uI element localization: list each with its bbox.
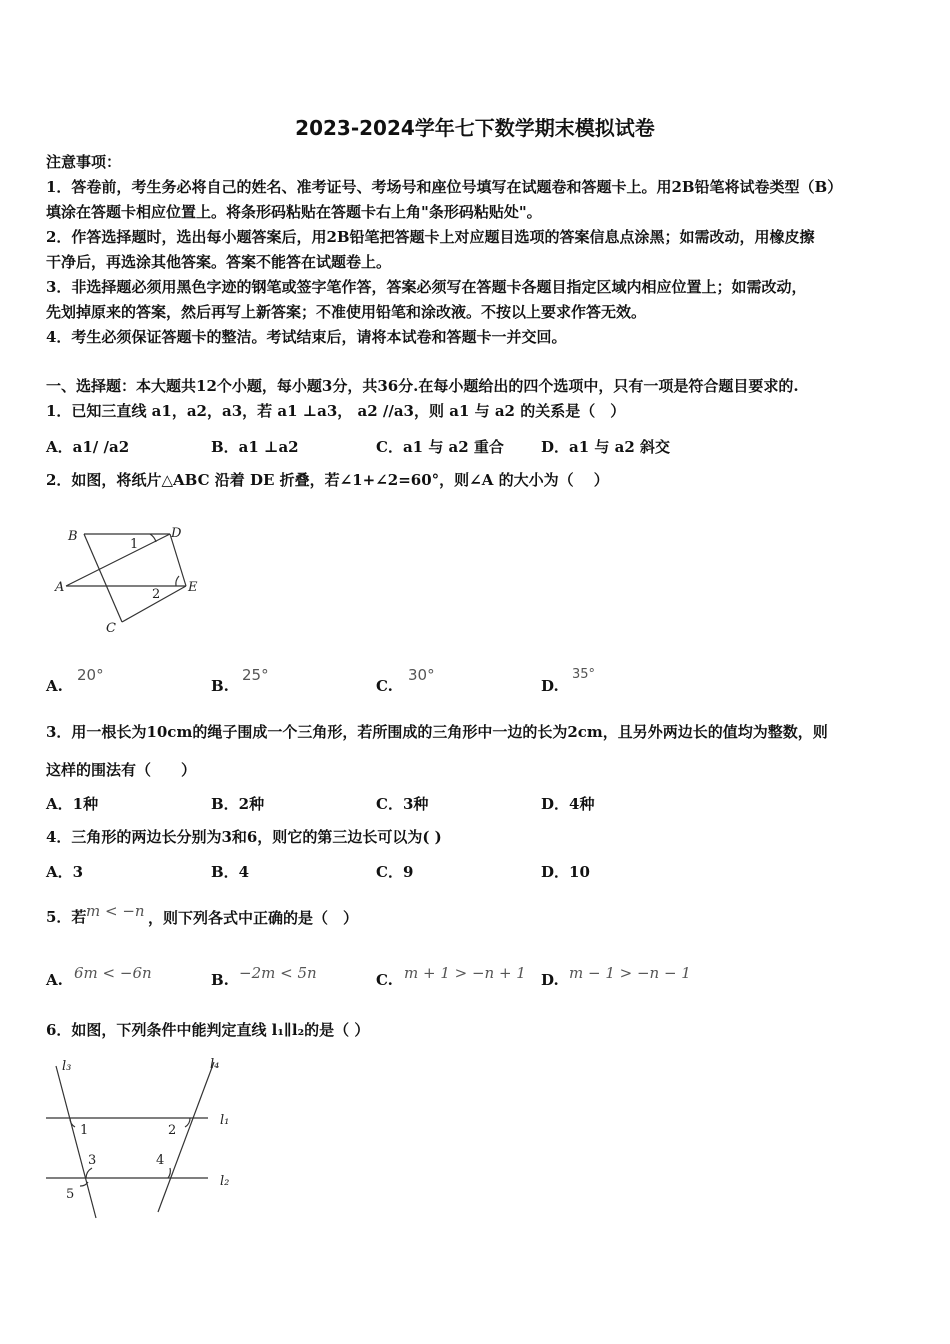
notice-line: 3．非选择题必须用黑色字迹的钢笔或签字笔作答，答案必须写在答题卡各题目指定区域内相应位置上；如需改动， [46, 278, 807, 296]
question-4-stem: 4．三角形的两边长分别为3和6，则它的第三边长可以为( ) [46, 828, 442, 846]
notice-line: 4．考生必须保证答题卡的整洁。考试结束后，请将本试卷和答题卡一并交回。 [46, 328, 567, 346]
q5-option-a-value: 6m < −6n [74, 964, 152, 982]
notice-line: 1．答卷前，考生务必将自己的姓名、准考证号、考场号和座位号填写在试题卷和答题卡上。用2B铅笔将试卷类型（B） [46, 178, 843, 196]
q2-label-a: A [55, 580, 65, 595]
notice-line: 干净后，再选涂其他答案。答案不能答在试题卷上。 [46, 253, 392, 271]
q6-angle-5: 5 [66, 1187, 75, 1202]
q1-option-b[interactable]: B．a1 ⊥a2 [211, 438, 299, 456]
q5-option-b[interactable]: B. [211, 971, 229, 989]
question-5-condition: m < −n [86, 902, 145, 920]
q1-option-c[interactable]: C．a1 与 a2 重合 [376, 438, 504, 456]
q2-label-d: D [171, 526, 182, 541]
q5-option-a[interactable]: A. [46, 971, 63, 989]
q5-option-c-value: m + 1 > −n + 1 [404, 964, 526, 982]
notice-line: 先划掉原来的答案，然后再写上新答案；不准使用铅笔和涂改液。不按以上要求作答无效。 [46, 303, 647, 321]
q6-label-l1: l₁ [220, 1113, 230, 1128]
q6-label-l4: l₄ [210, 1057, 220, 1072]
q2-figure [50, 520, 220, 640]
q5-option-c[interactable]: C. [376, 971, 393, 989]
q2-option-a-value: 20° [77, 666, 104, 684]
question-1-stem: 1．已知三直线 a1，a2，a3，若 a1 ⊥a3， a2 //a3，则 a1 与 a2 的关系是（ ） [46, 402, 626, 420]
q2-option-d-value: 35° [572, 667, 596, 682]
q4-option-a[interactable]: A．3 [46, 863, 84, 881]
q5-option-b-value: −2m < 5n [239, 964, 317, 982]
question-6-stem: 6．如图，下列条件中能判定直线 l₁∥l₂的是（ ） [46, 1021, 370, 1039]
q5-option-d[interactable]: D. [541, 971, 559, 989]
question-2-stem: 2．如图，将纸片△ABC 沿着 DE 折叠，若∠1+∠2=60°，则∠A 的大小为（ ） [46, 471, 609, 489]
question-3-stem: 3．用一根长为10cm的绳子围成一个三角形，若所围成的三角形中一边的长为2cm，且另外两边长的值均为整数，则 [46, 723, 828, 741]
notice-line: 填涂在答题卡相应位置上。将条形码粘贴在答题卡右上角"条形码粘贴处"。 [46, 203, 542, 221]
q1-option-a[interactable]: A．a1/ /a2 [46, 438, 130, 456]
notice-heading: 注意事项： [46, 153, 122, 171]
q3-option-b[interactable]: B．2种 [211, 795, 265, 813]
question-3-stem-cont: 这样的围法有（ ） [46, 761, 197, 779]
q3-option-d[interactable]: D．4种 [541, 795, 595, 813]
q2-option-b[interactable]: B. [211, 677, 229, 695]
q2-option-d[interactable]: D. [541, 677, 559, 695]
q2-option-a[interactable]: A. [46, 677, 63, 695]
section-heading: 一、选择题：本大题共12个小题，每小题3分，共36分.在每小题给出的四个选项中，只有一项是符合题目要求的. [46, 377, 799, 395]
page-title: 2023-2024学年七下数学期末模拟试卷 [295, 116, 655, 140]
q6-angle-1: 1 [80, 1123, 89, 1138]
q2-label-c: C [106, 621, 116, 636]
question-5-stem-suffix: ，则下列各式中正确的是（ ） [148, 909, 359, 927]
q2-angle-2: 2 [152, 587, 161, 602]
q1-option-d[interactable]: D．a1 与 a2 斜交 [541, 438, 670, 456]
q6-label-l2: l₂ [220, 1174, 230, 1189]
q5-option-d-value: m − 1 > −n − 1 [569, 964, 691, 982]
q2-option-b-value: 25° [242, 666, 269, 684]
q4-option-b[interactable]: B．4 [211, 863, 250, 881]
notice-line: 2．作答选择题时，选出每小题答案后，用2B铅笔把答题卡上对应题目选项的答案信息点涂黑；如需改动，用橡皮擦 [46, 228, 815, 246]
q2-option-c[interactable]: C. [376, 677, 393, 695]
question-5-stem-prefix: 5．若 [46, 908, 87, 926]
q3-option-c[interactable]: C．3种 [376, 795, 429, 813]
q3-option-a[interactable]: A．1种 [46, 795, 99, 813]
q6-angle-3: 3 [88, 1153, 97, 1168]
q4-option-c[interactable]: C．9 [376, 863, 414, 881]
q6-figure [40, 1048, 240, 1223]
q4-option-d[interactable]: D．10 [541, 863, 590, 881]
q2-label-b: B [68, 529, 78, 544]
q6-label-l3: l₃ [62, 1059, 72, 1074]
q6-angle-2: 2 [168, 1123, 177, 1138]
q2-option-c-value: 30° [408, 666, 435, 684]
q2-angle-1: 1 [130, 537, 139, 552]
q2-label-e: E [188, 580, 198, 595]
q6-angle-4: 4 [156, 1153, 165, 1168]
